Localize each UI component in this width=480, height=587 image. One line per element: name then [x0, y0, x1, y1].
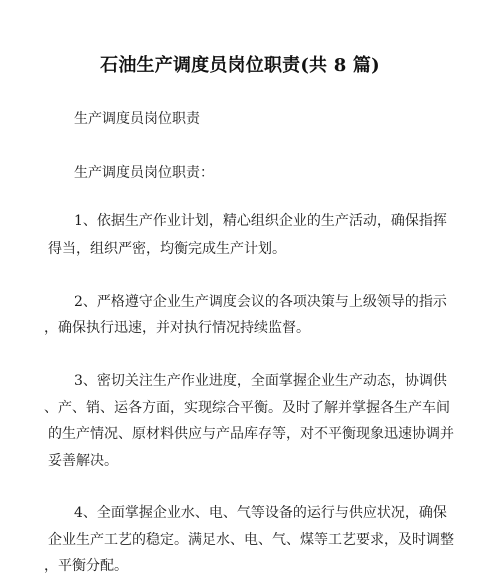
document-title: 石油生产调度员岗位职责(共 8 篇): [100, 55, 380, 76]
paragraph-3-line-2: 、产、销、运各方面，实现综合平衡。及时了解并掌握各生产车间: [44, 400, 450, 416]
paragraph-3-line-3: 的生产情况、原材料供应与产品库存等，对不平衡现象迅速协调并: [48, 426, 454, 442]
paragraph-3-line-1: 3、密切关注生产作业进度，全面掌握企业生产动态，协调供: [74, 373, 447, 389]
section-subheading: 生产调度员岗位职责：: [74, 165, 214, 181]
section-heading: 生产调度员岗位职责: [74, 111, 200, 127]
paragraph-2-line-2: ，确保执行迅速，并对执行情况持续监督。: [44, 320, 310, 336]
paragraph-2-line-1: 2、严格遵守企业生产调度会议的各项决策与上级领导的指示: [74, 294, 447, 310]
paragraph-1-line-2: 得当，组织严密，均衡完成生产计划。: [48, 241, 286, 257]
paragraph-3-line-4: 妥善解决。: [48, 453, 118, 469]
paragraph-4-line-1: 4、全面掌握企业水、电、气等设备的运行与供应状况，确保: [74, 505, 447, 521]
paragraph-4-line-3: ，平衡分配。: [44, 558, 128, 574]
paragraph-1-line-1: 1、依据生产作业计划，精心组织企业的生产活动，确保指挥: [74, 213, 447, 229]
paragraph-4-line-2: 企业生产工艺的稳定。满足水、电、气、煤等工艺要求，及时调整: [48, 532, 454, 548]
